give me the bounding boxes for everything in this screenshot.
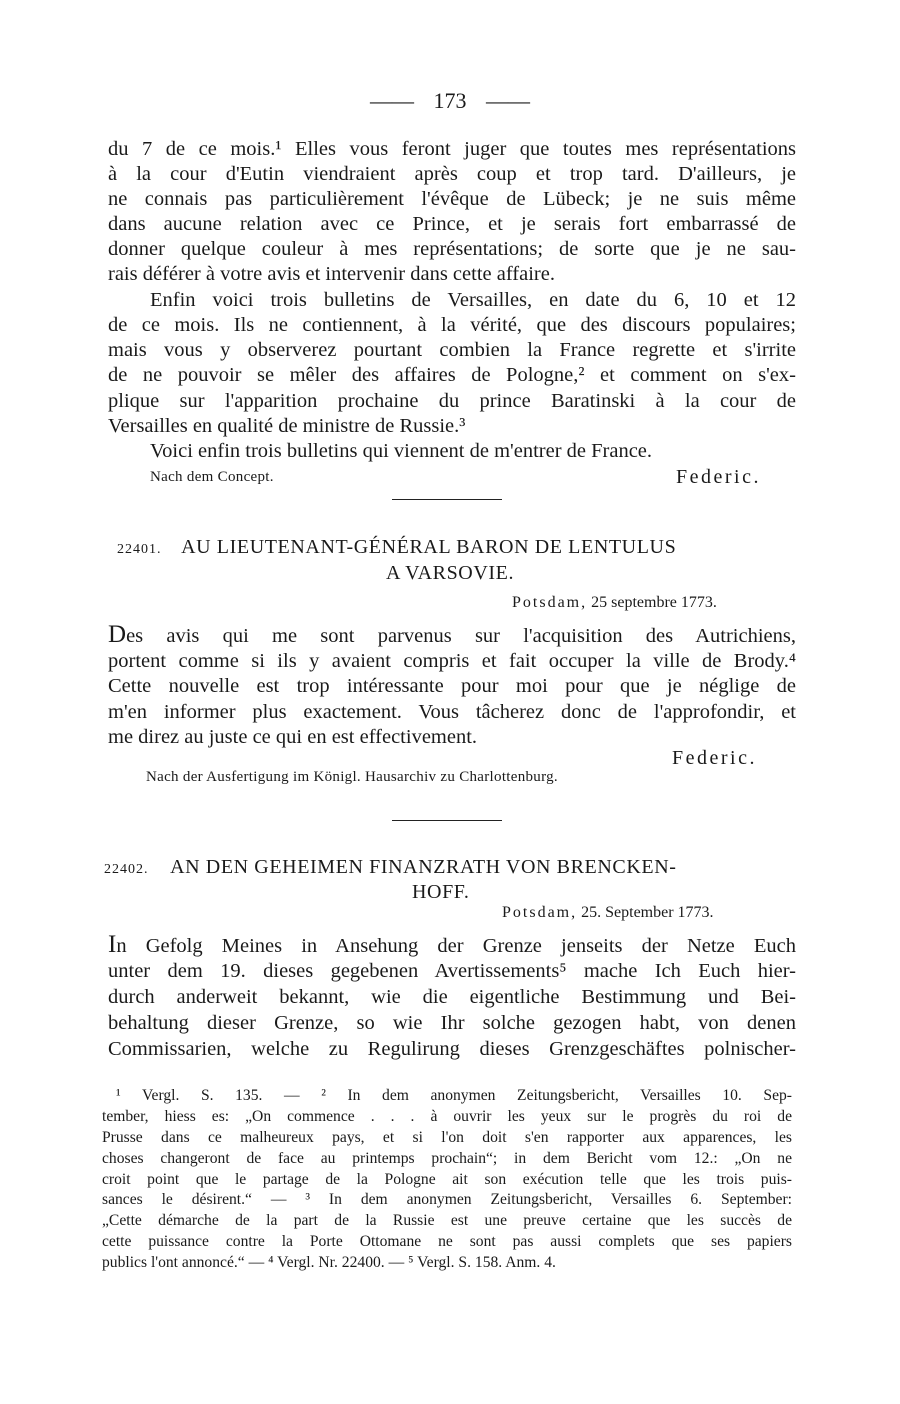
footnote-line: publics l'ont annoncé.“ — ⁴ Vergl. Nr. 22400. — ⁵ Vergl. S. 158. Anm. 4. [102,1254,556,1271]
signature: Federic. [676,466,761,488]
footnote-line: ¹ Vergl. S. 135. — ² In dem anonymen Zeitungsbericht, Versailles 10. Sep- [116,1087,792,1104]
footnote-line: tember, hiess es: „On commence . . . à ouvrir les yeux sur le progrès du roi de [102,1108,792,1125]
text-line: donner quelque couleur à mes représentations; de sorte que je ne sau- [108,238,796,260]
letter-dateline [502,904,714,922]
text-line: behaltung dieser Grenze, so wie Ihr solche gezogen habt, von denen [108,1012,796,1034]
text-line: rais déférer à votre avis et intervenir dans cette affaire. [108,263,555,285]
footnote-line: sances le désirent.“ — ³ In dem anonymen Zeitungsbericht, Versailles 6. September: [102,1191,792,1208]
letter-heading [104,856,677,879]
text-line [108,622,796,649]
text-line: plique sur l'apparition prochaine du prince Baratinski à la cour de [108,390,796,412]
text-line: Voici enfin trois bulletins qui viennent de m'entrer de France. [150,440,653,462]
text-line: mais vous y observerez pourtant combien la France regrette et s'irrite [108,339,796,361]
letter-heading-line2: A VARSOVIE. [385,562,515,584]
footnote-line: „Cette démarche de la part de la Russie est une preuve certaine que les succès de [102,1212,792,1229]
text-line: ne connais pas particulièrement l'évêque de Lübeck; je ne suis même [108,188,796,210]
footnote-line: Prusse dans ce malheureux pays, et si l'on doit s'en rapporter aux apparences, les [102,1129,792,1146]
drop-cap: D [108,621,127,648]
text-line: de ne pouvoir se mêler des affaires de Pologne,² et comment on s'ex- [108,364,796,386]
drop-cap: I [108,931,117,958]
source-note: Nach der Ausfertigung im Königl. Hausarchiv zu Charlottenburg. [146,769,558,785]
text-line: du 7 de ce mois.¹ Elles vous feront juger que toutes mes représentations [108,138,796,160]
letter-place: Potsdam, [502,904,578,921]
text-line: Cette nouvelle est trop intéressante pour moi pour que je néglige de [108,675,796,697]
text-line-rest: es avis qui me sont parvenus sur l'acquisition des Autrichiens, [126,625,796,647]
section-divider [392,820,502,821]
letter-date: 25. September 1773. [581,904,714,921]
text-line: Versailles en qualité de ministre de Russie.³ [108,415,466,437]
text-line [108,932,796,959]
text-line: me direz au juste ce qui en est effectivement. [108,726,478,748]
section-divider [392,499,502,500]
footnote-line: croit point que le partage de la Pologne ait son exécution telle que les trois puis- [102,1171,792,1188]
header-dash-right: —— [486,88,530,113]
letter-heading-line2: HOFF. [412,881,470,903]
letter-number: 22402. [104,862,149,877]
letter-heading [117,536,676,559]
text-line: de ce mois. Ils ne contiennent, à la vérité, que des discours populaires; [108,314,796,336]
letter-dateline [512,594,717,612]
letter-date: 25 septembre 1773. [591,594,717,611]
letter-recipient: AU LIEUTENANT-GÉNÉRAL BARON DE LENTULUS [181,536,677,558]
footnote-line: cette puissance contre la Porte Ottomane ne sont pas aussi complets que ses papiers [102,1233,792,1250]
text-line: unter dem 19. dieses gegebenen Avertissements⁵ mache Ich Euch hier- [108,960,796,982]
letter-place: Potsdam, [512,594,588,611]
text-line-rest: n Gefolg Meines in Ansehung der Grenze jenseits der Netze Euch [116,935,796,957]
text-line: dans aucune relation avec ce Prince, et je serais fort embarrassé de [108,213,796,235]
letter-number: 22401. [117,542,162,557]
letter-recipient: AN DEN GEHEIMEN FINANZRATH VON BRENCKEN- [170,856,677,878]
text-line: durch anderweit bekannt, wie die eigentliche Bestimmung und Bei- [108,986,796,1008]
page-header [0,88,900,114]
signature: Federic. [672,747,757,769]
text-line: Commissarien, welche zu Regulirung dieses Grenzgeschäftes polnischer- [108,1038,796,1060]
text-line: m'en informer plus exactement. Vous tâcherez donc de l'approfondir, et [108,701,796,723]
source-note: Nach dem Concept. [150,469,274,485]
text-line: à la cour d'Eutin viendraient après coup et trop tard. D'ailleurs, je [108,163,796,185]
header-dash-left: —— [370,88,414,113]
text-line: Enfin voici trois bulletins de Versailles, en date du 6, 10 et 12 [150,289,796,311]
page-number: 173 [433,88,467,113]
footnote-line: choses changeront de face au printemps prochain“; in dem Bericht vom 12.: „On ne [102,1150,792,1167]
text-line: portent comme si ils y avaient compris et fait occuper la ville de Brody.⁴ [108,650,796,672]
